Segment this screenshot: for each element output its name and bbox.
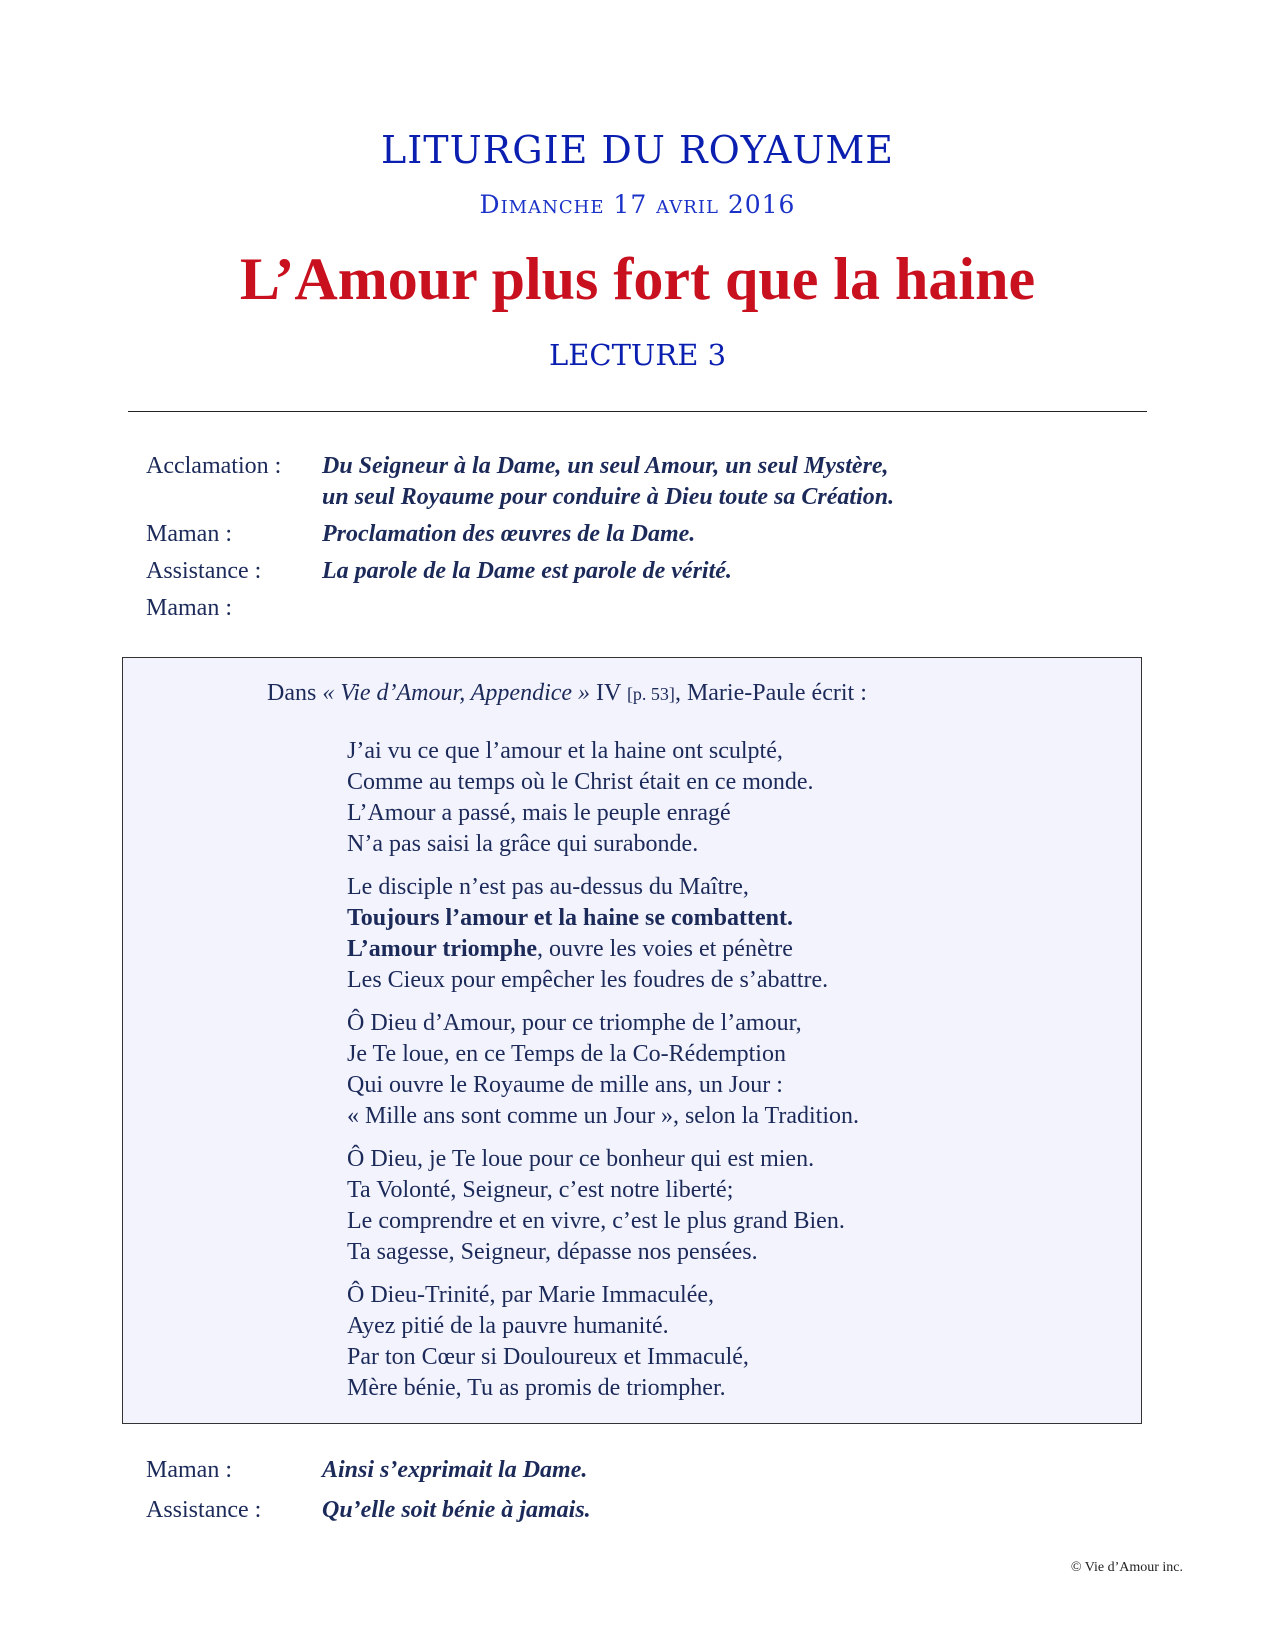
reply-text: [322, 556, 732, 587]
intro-book-title: « Vie d’Amour, Appendice »: [322, 680, 591, 706]
dialog-bottom: [146, 1455, 591, 1535]
intro-page-ref: [p. 53]: [626, 684, 675, 704]
liturgy-date: Dimanche 17 avril 2016: [479, 190, 796, 219]
poem-stanza: [347, 1008, 859, 1132]
intro-suffix: , Marie-Paule écrit :: [674, 680, 867, 706]
reply-line: Du Seigneur à la Dame, un seul Amour, un seul Mystère,: [322, 453, 889, 479]
dialog-top: [146, 451, 894, 630]
poem-line: Ta sagesse, Seigneur, dépasse nos pensées.: [347, 1239, 758, 1265]
poem-stanza: [347, 1280, 859, 1404]
reply-line: La parole de la Dame est parole de vérité.: [322, 558, 732, 584]
poem-line: Le disciple n’est pas au-dessus du Maître,: [347, 874, 749, 900]
poem-line: Toujours l’amour et la haine se combattent.: [347, 905, 793, 931]
copyright-notice: © Vie d’Amour inc.: [1070, 1560, 1183, 1575]
poem-line: J’ai vu ce que l’amour et la haine ont sculpté,: [347, 738, 783, 764]
liturgy-title: LITURGIE DU ROYAUME: [381, 128, 894, 172]
poem-stanza: [347, 1144, 859, 1268]
poem-line: [347, 934, 859, 965]
speaker-label: Acclamation :: [146, 453, 282, 479]
poem-line: Le comprendre et en vivre, c’est le plus grand Bien.: [347, 1208, 845, 1234]
poem-line: N’a pas saisi la grâce qui surabonde.: [347, 831, 699, 857]
poem-line: Mère bénie, Tu as promis de triompher.: [347, 1375, 726, 1401]
reply-line: Proclamation des œuvres de la Dame.: [322, 521, 696, 547]
speaker-label: Maman :: [146, 521, 232, 547]
poem-stanza: [347, 736, 859, 860]
poem-line: Par ton Cœur si Douloureux et Immaculé,: [347, 1344, 749, 1370]
reply-line: un seul Royaume pour conduire à Dieu toute sa Création.: [322, 484, 895, 510]
reading-intro: [267, 678, 867, 709]
reply-text: Qu’elle soit bénie à jamais.: [322, 1497, 591, 1523]
poem-stanza: [347, 872, 859, 996]
poem-line: Ta Volonté, Seigneur, c’est notre liberté;: [347, 1177, 734, 1203]
reply-text: [322, 451, 894, 513]
poem-line: Ô Dieu-Trinité, par Marie Immaculée,: [347, 1282, 714, 1308]
poem-line: Comme au temps où le Christ était en ce monde.: [347, 769, 814, 795]
dialog-row: [146, 519, 894, 550]
dialog-row: [146, 451, 894, 513]
header-divider: [128, 411, 1147, 412]
poem-line: Ayez pitié de la pauvre humanité.: [347, 1313, 669, 1339]
intro-volume: IV: [590, 680, 627, 706]
reading-box: [122, 657, 1142, 1424]
speaker-label: Assistance :: [146, 1497, 262, 1523]
lecture-label: LECTURE 3: [548, 338, 727, 372]
dialog-row: [146, 556, 894, 587]
speaker-label: Assistance :: [146, 558, 262, 584]
page-title: L’Amour plus fort que la haine: [239, 246, 1036, 312]
poem-line: Qui ouvre le Royaume de mille ans, un Jour :: [347, 1072, 783, 1098]
intro-prefix: Dans: [267, 680, 323, 706]
poem-line: Je Te loue, en ce Temps de la Co-Rédemption: [347, 1041, 786, 1067]
poem: [347, 736, 859, 1416]
dialog-row: [146, 1495, 591, 1526]
poem-line: Ô Dieu, je Te loue pour ce bonheur qui est mien.: [347, 1146, 815, 1172]
dialog-row: [146, 1455, 591, 1486]
reply-text: [322, 519, 695, 550]
reply-text: Ainsi s’exprimait la Dame.: [322, 1457, 588, 1483]
dialog-row: [146, 593, 894, 624]
poem-line-bold-part: L’amour triomphe: [347, 936, 538, 962]
poem-line: « Mille ans sont comme un Jour », selon la Tradition.: [347, 1103, 859, 1129]
poem-line: Ô Dieu d’Amour, pour ce triomphe de l’amour,: [347, 1010, 802, 1036]
poem-line: Les Cieux pour empêcher les foudres de s’abattre.: [347, 967, 829, 993]
speaker-label: Maman :: [146, 1457, 232, 1483]
poem-line-rest: , ouvre les voies et pénètre: [537, 936, 793, 962]
poem-line: L’Amour a passé, mais le peuple enragé: [347, 800, 731, 826]
speaker-label: Maman :: [146, 595, 232, 621]
